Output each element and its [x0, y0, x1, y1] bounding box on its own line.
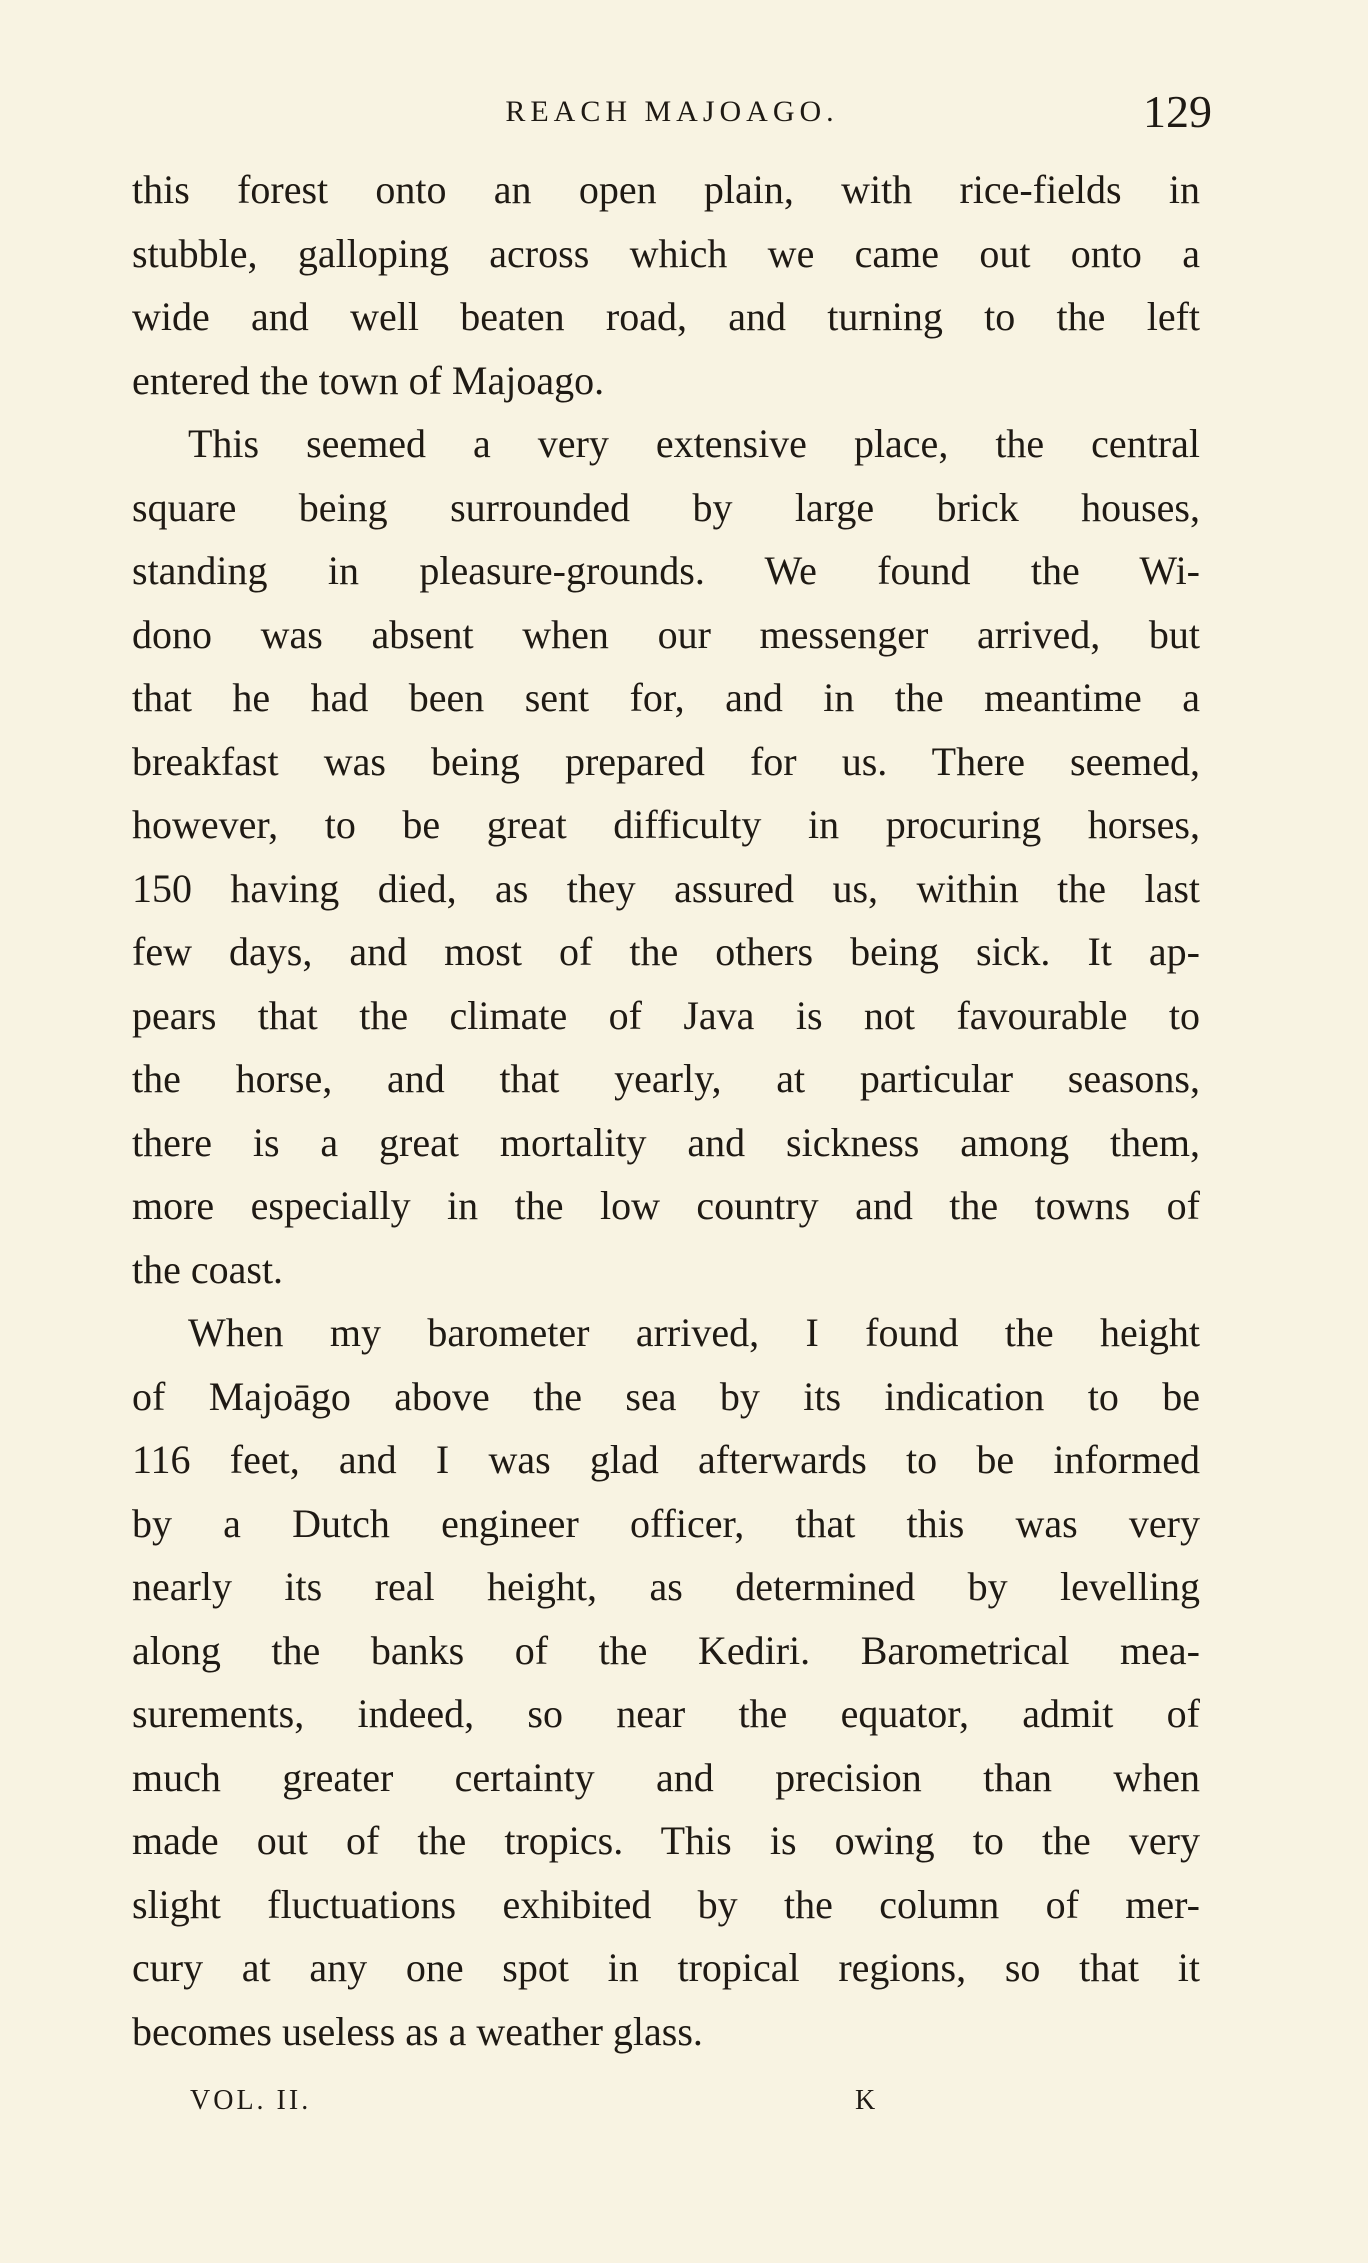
paragraph [132, 158, 1200, 412]
text-line: standing in pleasure-grounds. We found the Wi- [132, 548, 1200, 593]
text-line: cury at any one spot in tropical regions, so that it [132, 1945, 1200, 1990]
text-line: pears that the climate of Java is not favourable to [132, 992, 1200, 1038]
running-title: REACH MAJOAGO. [505, 95, 839, 128]
text-line: the coast. [132, 1246, 284, 1292]
text-line: few days, and most of the others being sick. It ap- [132, 929, 1200, 974]
text-line: 116 feet, and I was glad afterwards to be informed [132, 1437, 1200, 1482]
text-line: entered the town of Majoago. [132, 357, 605, 403]
text-line: This seemed a very extensive place, the central [188, 421, 1200, 466]
paragraph [132, 412, 1200, 1301]
text-line: that he had been sent for, and in the meantime a [132, 675, 1200, 720]
text-line: slight fluctuations exhibited by the column of mer- [132, 1881, 1200, 1927]
text-line: breakfast was being prepared for us. There seemed, [132, 738, 1200, 784]
text-line: 150 having died, as they assured us, within the last [132, 865, 1200, 911]
text-line: made out of the tropics. This is owing to the very [132, 1818, 1200, 1863]
signature-mark: K [855, 2085, 879, 2116]
text-line: becomes useless as a weather glass. [132, 2008, 703, 2054]
text-line: by a Dutch engineer officer, that this was very [132, 1500, 1200, 1546]
text-line: stubble, galloping across which we came out onto a [132, 230, 1200, 276]
running-head [132, 85, 1212, 145]
page-number: 129 [1143, 86, 1212, 137]
text-line: When my barometer arrived, I found the height [188, 1310, 1200, 1355]
text-line: along the banks of the Kediri. Barometrical mea- [132, 1627, 1200, 1673]
page-footer [190, 2085, 990, 2125]
text-line: of Majoāgo above the sea by its indication to be [132, 1373, 1200, 1419]
paragraph [132, 1301, 1200, 2063]
text-line: square being surrounded by large brick houses, [132, 484, 1200, 530]
text-line: nearly its real height, as determined by levelling [132, 1564, 1200, 1609]
body-text [132, 158, 1200, 2063]
text-line: surements, indeed, so near the equator, admit of [132, 1691, 1200, 1736]
text-line: there is a great mortality and sickness among them, [132, 1119, 1200, 1165]
text-line: dono was absent when our messenger arrived, but [132, 611, 1200, 657]
text-line: this forest onto an open plain, with rice-fields in [132, 167, 1200, 212]
text-line: the horse, and that yearly, at particular seasons, [132, 1056, 1200, 1101]
text-line: more especially in the low country and the towns of [132, 1183, 1200, 1228]
volume-marker: VOL. II. [190, 2085, 312, 2116]
text-line: wide and well beaten road, and turning to the left [132, 294, 1200, 339]
text-line: much greater certainty and precision than when [132, 1754, 1200, 1800]
text-line: however, to be great difficulty in procuring horses, [132, 802, 1200, 847]
